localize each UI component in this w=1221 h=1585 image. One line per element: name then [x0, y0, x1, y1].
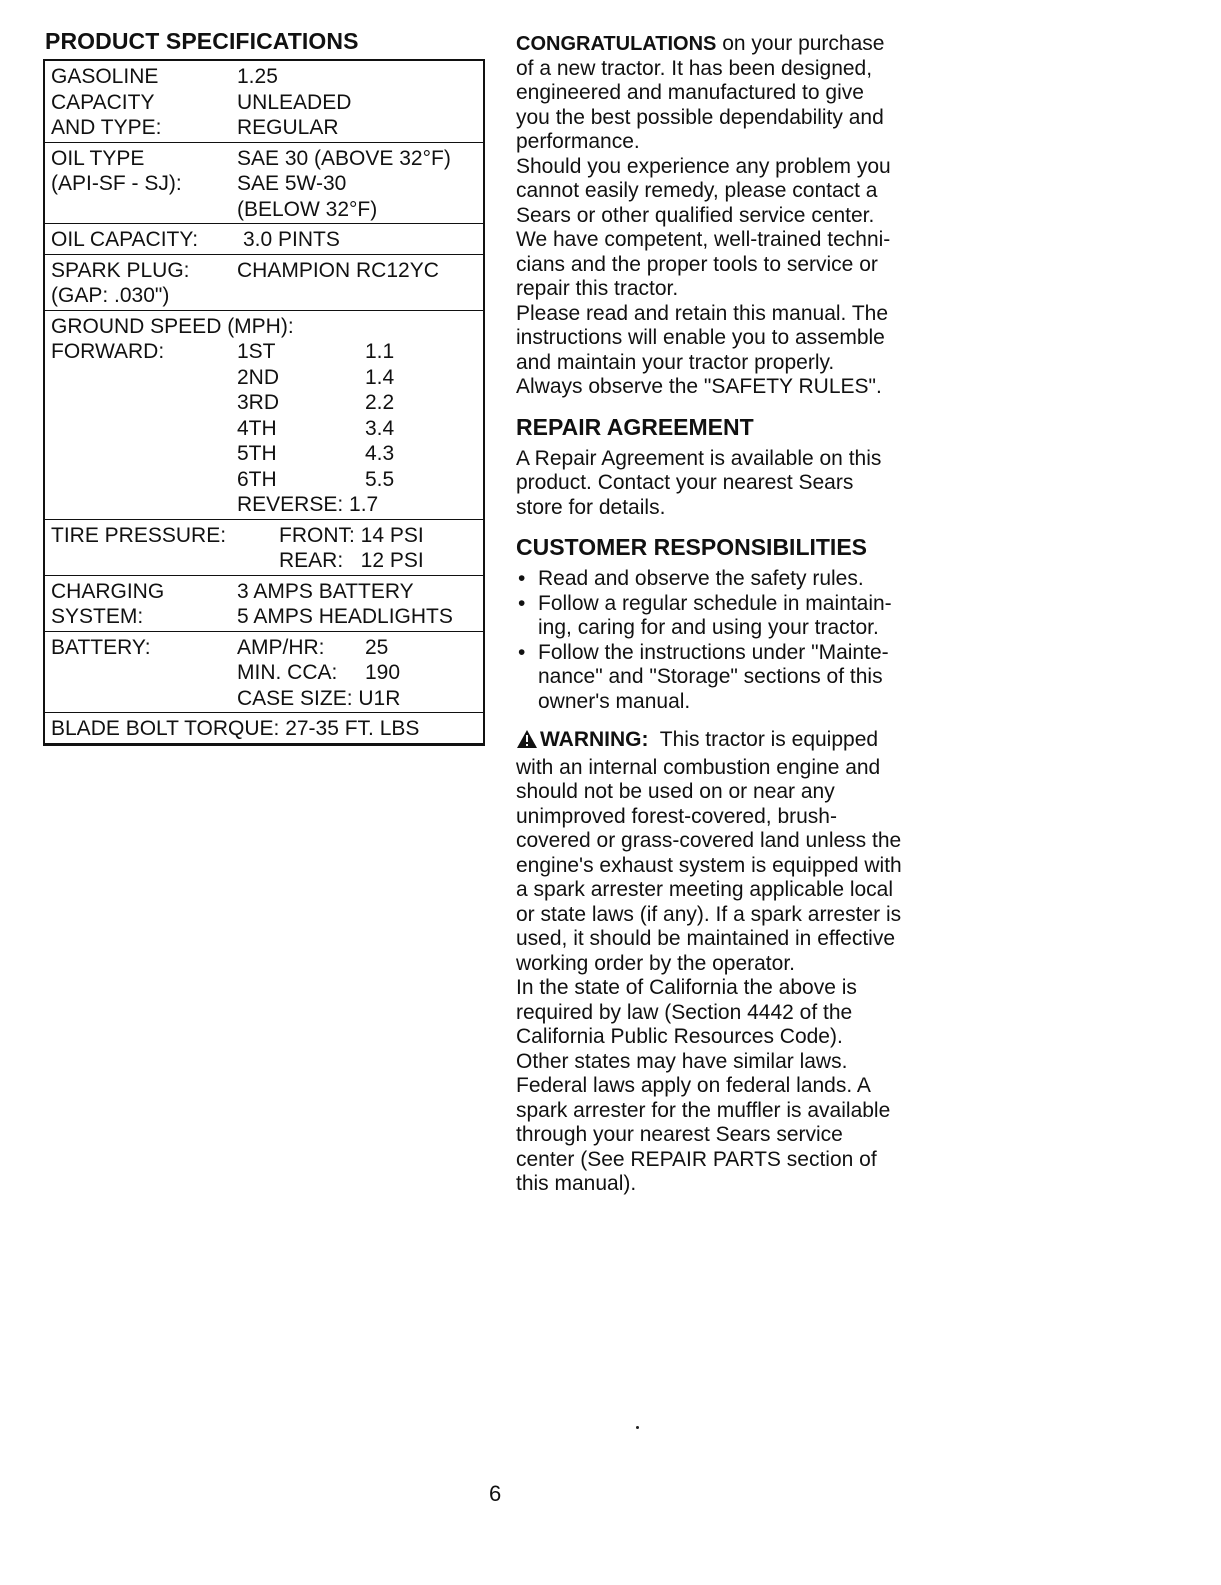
spec-value: UNLEADED: [237, 90, 352, 114]
gear-label: 3RD: [237, 391, 280, 414]
gear-speed: 1.4: [365, 365, 395, 389]
responsibility-line: owner's manual.: [538, 689, 691, 713]
spec-label: BATTERY:: [51, 635, 151, 659]
spec-label: SPARK PLUG:: [51, 258, 190, 282]
warning-line: Other states may have similar laws.: [516, 1049, 848, 1073]
warning-triangle-icon: [516, 729, 538, 756]
spec-label: CHARGING: [51, 579, 165, 603]
spec-label: BLADE BOLT TORQUE: 27-35 FT. LBS: [51, 717, 420, 740]
responsibility-line: ing, caring for and using your tractor.: [538, 616, 879, 639]
intro-line: Should you experience any problem you: [516, 154, 891, 178]
intro-line: cannot easily remedy, please contact a: [516, 179, 878, 202]
spec-value: 3.0 PINTS: [243, 228, 340, 251]
spec-label: CAPACITY: [51, 90, 155, 114]
intro-line: you the best possible dependability and: [516, 105, 884, 129]
responsibility-line: • Read and observe the safety rules.: [538, 567, 864, 590]
warning-line: or state laws (if any). If a spark arrester is: [516, 902, 902, 926]
specs-title: PRODUCT SPECIFICATIONS: [45, 28, 359, 54]
gear-label: 6TH: [237, 467, 277, 491]
spec-gasoline: [45, 61, 483, 143]
responsibility-item: [516, 592, 956, 641]
spec-label: OIL CAPACITY:: [51, 228, 199, 251]
intro-first-line: [516, 32, 956, 57]
intro-line: cians and the proper tools to service or: [516, 252, 878, 276]
spec-value: 190: [365, 661, 401, 684]
gear-speed: 4.3: [365, 442, 395, 465]
spec-label: SYSTEM:: [51, 605, 144, 628]
intro-line: Please read and retain this manual. The: [516, 301, 889, 325]
customer-responsibilities-heading: CUSTOMER RESPONSIBILITIES: [516, 534, 868, 560]
intro-line: We have competent, well-trained techni-: [516, 228, 891, 251]
intro-lead-rest: on your purchase: [716, 32, 885, 55]
responsibility-line: nance" and "Storage" sections of this: [538, 665, 883, 688]
gear-label: 5TH: [237, 442, 277, 465]
repair-line: A Repair Agreement is available on this: [516, 446, 882, 470]
spec-label: (GAP: .030"): [51, 284, 170, 307]
repair-line: product. Contact your nearest Sears: [516, 471, 854, 494]
responsibility-item: [516, 567, 956, 592]
gear-speed: 5.5: [365, 467, 395, 491]
warning-line: through your nearest Sears service: [516, 1123, 843, 1146]
repair-line: store for details.: [516, 495, 666, 519]
warning-line: should not be used on or near any: [516, 780, 835, 803]
warning-line: a spark arrester meeting applicable local: [516, 878, 894, 901]
intro-line: instructions will enable you to assemble: [516, 326, 885, 349]
intro-line: repair this tractor.: [516, 277, 679, 300]
spec-label: MIN. CCA:: [237, 661, 338, 684]
intro-line: Sears or other qualified service center.: [516, 203, 875, 227]
gear-label: 2ND: [237, 365, 280, 389]
intro-line: Always observe the "SAFETY RULES".: [516, 375, 882, 398]
repair-agreement-heading: REPAIR AGREEMENT: [516, 413, 754, 440]
spec-label: GASOLINE: [51, 65, 159, 88]
spec-oil-capacity: [45, 224, 483, 255]
spec-value: REGULAR: [237, 116, 339, 139]
spec-ground-speed: [45, 311, 483, 520]
spec-battery: [45, 632, 483, 714]
intro-line: and maintain your tractor properly.: [516, 350, 835, 374]
responsibilities-list: [516, 567, 956, 714]
spec-value: REAR: 12 PSI: [279, 549, 424, 572]
gear-label: 1ST: [237, 340, 276, 363]
spec-value: 1.25: [237, 65, 278, 88]
warning-line: working order by the operator.: [516, 951, 795, 975]
intro-column: [516, 32, 956, 1197]
warning-line: with an internal combustion engine and: [516, 755, 881, 779]
gear-label: 4TH: [237, 416, 277, 440]
warning-line: engine's exhaust system is equipped with: [516, 853, 902, 877]
warning-line: required by law (Section 4442 of the: [516, 1000, 853, 1024]
spec-value: (BELOW 32°F): [237, 197, 378, 221]
spec-label: TIRE PRESSURE:: [51, 523, 227, 547]
spec-label: FORWARD:: [51, 340, 165, 363]
gear-speed: 3.4: [365, 416, 395, 440]
stray-dot: [636, 1426, 639, 1429]
spec-label: (API-SF - SJ):: [51, 172, 182, 195]
warning-lead: WARNING:: [540, 728, 649, 751]
spec-label: OIL TYPE: [51, 146, 145, 170]
intro-line: performance.: [516, 130, 640, 153]
spec-value: SAE 30 (ABOVE 32°F): [237, 146, 451, 170]
intro-paragraph: [516, 57, 956, 400]
spec-value: FRONT: 14 PSI: [279, 523, 424, 547]
spec-tire-pressure: [45, 520, 483, 576]
warning-line: California Public Resources Code).: [516, 1025, 843, 1048]
warning-line: In the state of California the above is: [516, 976, 857, 999]
warning-line: covered or grass-covered land unless the: [516, 829, 902, 852]
warning-line: Federal laws apply on federal lands. A: [516, 1074, 871, 1097]
spec-value: 25: [365, 635, 389, 659]
page-number: 6: [489, 1481, 502, 1506]
warning-line: used, it should be maintained in effective: [516, 927, 896, 950]
spec-value: 3 AMPS BATTERY: [237, 579, 414, 603]
warning-first-line: [516, 728, 956, 756]
spec-oil-type: [45, 143, 483, 225]
warning-line: unimproved forest-covered, brush-: [516, 804, 837, 828]
responsibility-line: • Follow a regular schedule in maintain-: [538, 591, 892, 615]
spec-value: CHAMPION RC12YC: [237, 258, 439, 282]
responsibility-line: • Follow the instructions under "Mainte-: [538, 640, 889, 664]
spec-label: AND TYPE:: [51, 116, 162, 139]
warning-line: this manual).: [516, 1172, 637, 1195]
gear-speed: 2.2: [365, 391, 395, 414]
responsibility-item: [516, 641, 956, 715]
spec-blade-bolt-torque: [45, 713, 483, 743]
spec-spark-plug: [45, 255, 483, 311]
intro-line: of a new tractor. It has been designed,: [516, 56, 873, 80]
intro-line: engineered and manufactured to give: [516, 81, 864, 104]
spec-value: SAE 5W-30: [237, 172, 347, 195]
warning-line: center (See REPAIR PARTS section of: [516, 1147, 877, 1171]
warning-line: spark arrester for the muffler is available: [516, 1098, 891, 1122]
warning-lead-rest: This tractor is equipped: [648, 728, 879, 751]
specs-table: [43, 59, 485, 746]
spec-label: GROUND SPEED (MPH):: [51, 314, 294, 338]
spec-label: AMP/HR:: [237, 635, 325, 659]
spec-value: 5 AMPS HEADLIGHTS: [237, 605, 453, 628]
product-specifications: [43, 28, 485, 746]
reverse-speed: REVERSE: 1.7: [237, 493, 379, 516]
warning-text: [516, 756, 956, 1197]
spec-value: CASE SIZE: U1R: [237, 686, 401, 710]
repair-agreement-text: [516, 447, 956, 521]
spec-charging: [45, 576, 483, 632]
congratulations-lead: CONGRATULATIONS: [516, 33, 717, 55]
gear-speed: 1.1: [365, 340, 395, 363]
